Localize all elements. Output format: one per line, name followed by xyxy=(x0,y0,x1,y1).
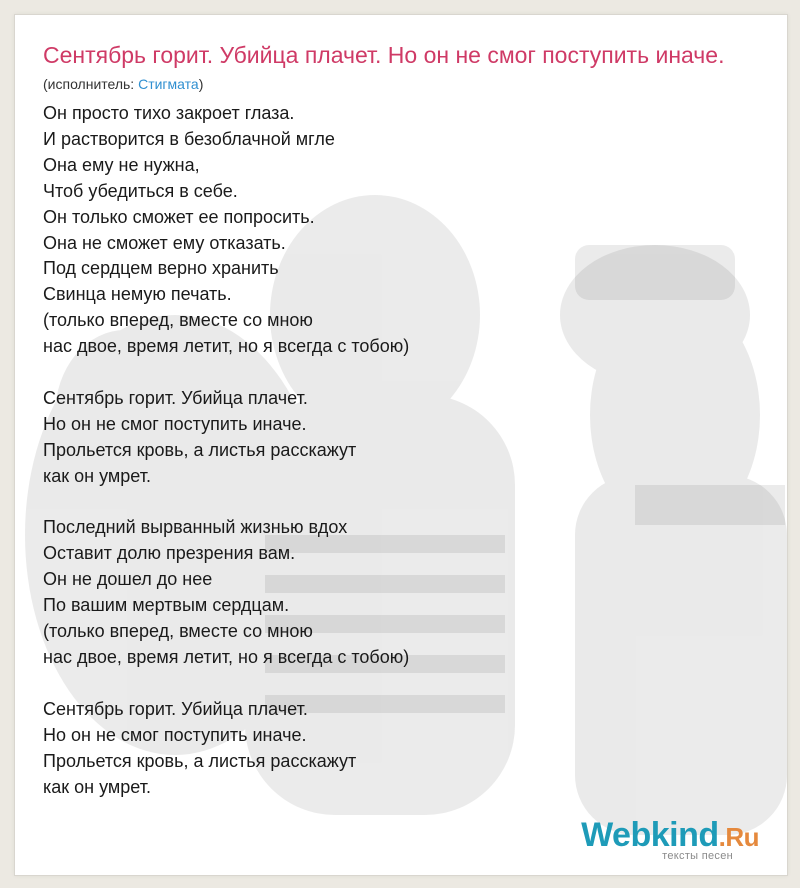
lyric-line: (только вперед, вместе со мною xyxy=(43,621,313,642)
lyric-line: По вашим мертвым сердцам. xyxy=(43,595,290,616)
lyrics-stanza xyxy=(43,101,763,360)
site-logo[interactable] xyxy=(583,815,773,863)
lyric-line: Сентябрь горит. Убийца плачет. xyxy=(43,387,308,408)
lyric-line: Она не сможет ему отказать. xyxy=(43,232,286,253)
logo-tld: .Ru xyxy=(718,822,759,852)
lyric-line: Но он не смог поступить иначе. xyxy=(43,413,307,434)
lyric-line: как он умрет. xyxy=(43,465,151,486)
artist-link[interactable]: Стигмата xyxy=(138,76,199,92)
lyric-line: Под сердцем верно хранить xyxy=(43,258,279,279)
lyric-line: нас двое, время летит, но я всегда с тобою) xyxy=(43,336,410,357)
lyric-line: Но он не смог поступить иначе. xyxy=(43,724,307,745)
logo-brand: Webkind xyxy=(581,816,719,854)
lyrics-card xyxy=(14,14,788,876)
lyric-line: Свинца немую печать. xyxy=(43,284,232,305)
lyric-line: Он просто тихо закроет глаза. xyxy=(43,103,295,123)
lyrics-stanza xyxy=(43,697,763,801)
lyric-line: как он умрет. xyxy=(43,776,151,797)
logo-tagline: тексты песен xyxy=(662,850,733,862)
song-title: Сентябрь горит. Убийца плачет. Но он не смог поступить иначе. xyxy=(43,42,725,68)
lyrics-stanza xyxy=(43,515,763,670)
lyric-line: Он только сможет ее попросить. xyxy=(43,206,315,227)
lyric-line: Прольется кровь, а листья расскажут xyxy=(43,439,357,460)
lyric-line: (только вперед, вместе со мною xyxy=(43,310,313,331)
lyric-line: нас двое, время летит, но я всегда с тобою) xyxy=(43,647,410,667)
artist-prefix: (исполнитель: xyxy=(43,76,139,92)
lyric-line: Последний вырванный жизнью вдох xyxy=(43,517,348,538)
lyrics-body xyxy=(43,101,763,800)
lyric-line: Чтоб убедиться в себе. xyxy=(43,180,238,201)
lyric-line: Он не дошел до нее xyxy=(43,569,213,590)
lyric-line: Она ему не нужна, xyxy=(43,154,200,175)
lyrics-stanza xyxy=(43,386,763,490)
lyrics-content xyxy=(43,41,763,800)
artist-suffix: ) xyxy=(198,76,204,92)
lyric-line: И растворится в безоблачной мгле xyxy=(43,128,335,149)
lyric-line: Сентябрь горит. Убийца плачет. xyxy=(43,698,308,719)
lyric-line: Прольется кровь, а листья расскажут xyxy=(43,750,357,771)
artist-line xyxy=(43,75,763,93)
lyric-line: Оставит долю презрения вам. xyxy=(43,543,296,564)
